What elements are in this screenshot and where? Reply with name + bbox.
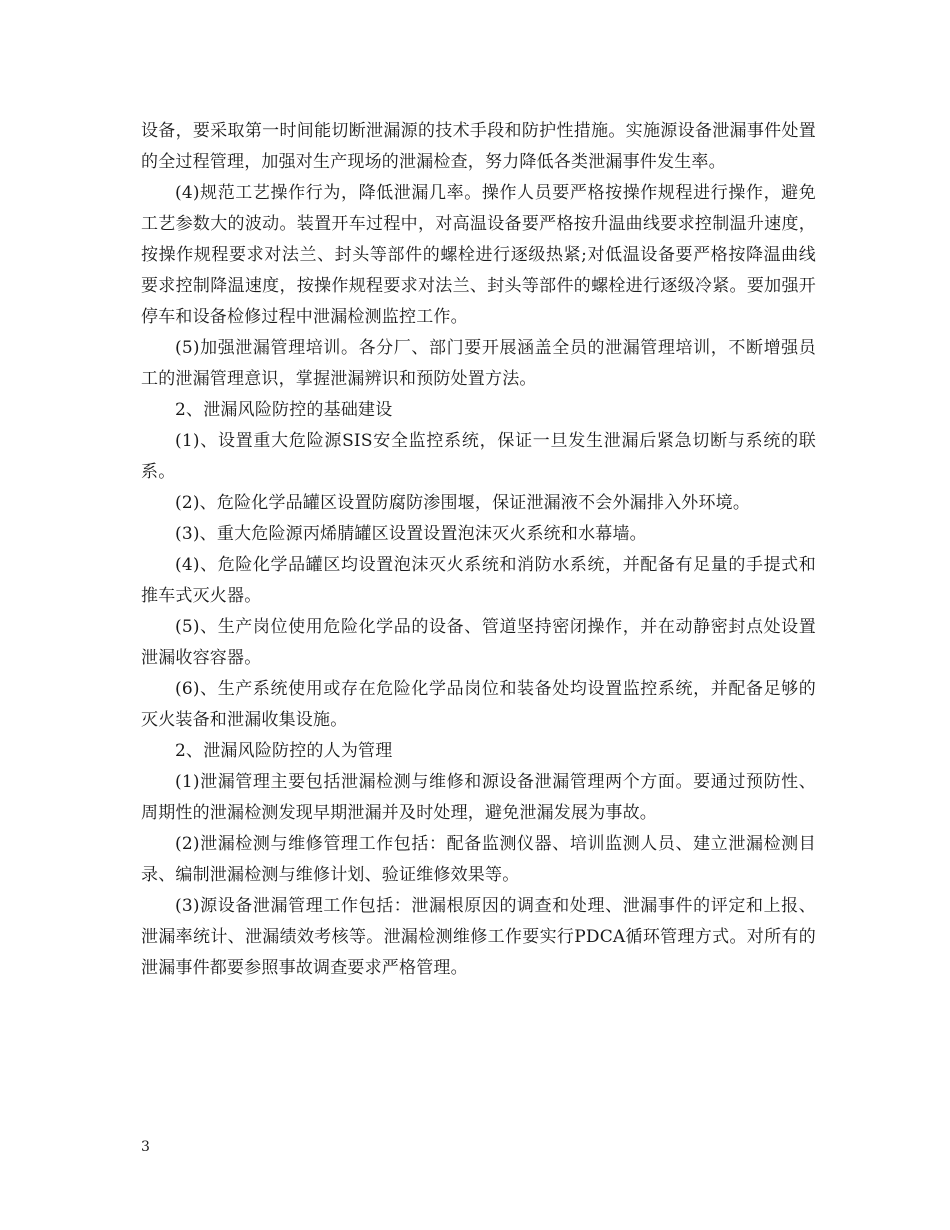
paragraph-item-4: (4)规范工艺操作行为，降低泄漏几率。操作人员要严格按操作规程进行操作，避免工艺参数大的波动。装置开车过程中，对高温设备要严格按升温曲线要求控制温升速度，按操作规程要求对法兰、封头等部件的螺栓进行逐级热紧;对低温设备要严格按降温曲线要求控制降温速度，按操作规程要求对法兰、封头等部件的螺栓进行逐级冷紧。要加强开停车和设备检修过程中泄漏检测监控工作。 xyxy=(141,183,816,327)
page-number: 3 xyxy=(141,1139,150,1155)
paragraph-tank-bund: (2)、危险化学品罐区设置防腐防渗围堰，保证泄漏液不会外漏排入外环境。 xyxy=(175,493,751,513)
paragraph-sis-monitoring: (1)、设置重大危险源SIS安全监控系统，保证一旦发生泄漏后紧急切断与系统的联系。 xyxy=(141,431,816,482)
paragraph-fire-systems: (4)、危险化学品罐区均设置泡沫灭火系统和消防水系统，并配备有足量的手提式和推车式灭火器。 xyxy=(141,555,816,606)
body-text xyxy=(141,116,816,984)
paragraph-continuation: 设备，要采取第一时间能切断泄漏源的技术手段和防护性措施。实施源设备泄漏事件处置的全过程管理，加强对生产现场的泄漏检查，努力降低各类泄漏事件发生率。 xyxy=(141,121,816,172)
paragraph-source-leak-management: (3)源设备泄漏管理工作包括：泄漏根原因的调查和处理、泄漏事件的评定和上报、泄漏率统计、泄漏绩效考核等。泄漏检测维修工作要实行PDCA循环管理方式。对所有的泄漏事件都要参照事故调查要求严格管理。 xyxy=(141,896,816,978)
section-heading-infrastructure: 2、泄漏风险防控的基础建设 xyxy=(175,400,393,420)
paragraph-closed-operation: (5)、生产岗位使用危险化学品的设备、管道坚持密闭操作，并在动静密封点处设置泄漏收容容器。 xyxy=(141,617,816,668)
paragraph-monitoring-system: (6)、生产系统使用或存在危险化学品岗位和装备处均设置监控系统，并配备足够的灭火装备和泄漏收集设施。 xyxy=(141,679,816,730)
paragraph-ldar-work: (2)泄漏检测与维修管理工作包括：配备监测仪器、培训监测人员、建立泄漏检测目录、编制泄漏检测与维修计划、验证维修效果等。 xyxy=(141,834,816,885)
paragraph-item-5: (5)加强泄漏管理培训。各分厂、部门要开展涵盖全员的泄漏管理培训，不断增强员工的泄漏管理意识，掌握泄漏辨识和预防处置方法。 xyxy=(141,338,816,389)
paragraph-acrylonitrile-foam: (3)、重大危险源丙烯腈罐区设置设置泡沫灭火系统和水幕墙。 xyxy=(175,524,647,544)
paragraph-leak-management-scope: (1)泄漏管理主要包括泄漏检测与维修和源设备泄漏管理两个方面。要通过预防性、周期性的泄漏检测发现早期泄漏并及时处理，避免泄漏发展为事故。 xyxy=(141,772,816,823)
section-heading-human-management: 2、泄漏风险防控的人为管理 xyxy=(175,741,393,761)
